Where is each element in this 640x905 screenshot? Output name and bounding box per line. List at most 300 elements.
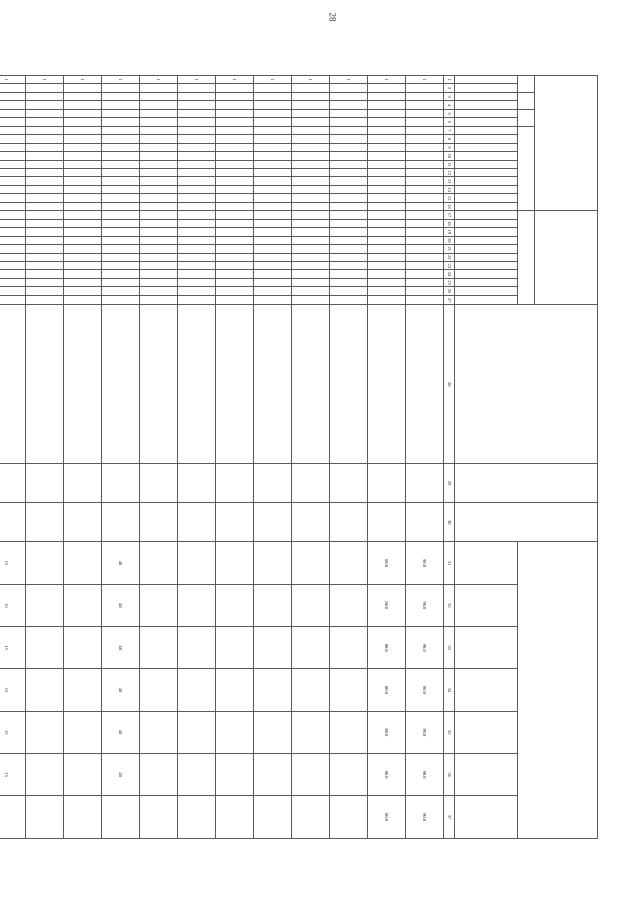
code-cell	[64, 177, 102, 185]
code-cell	[0, 278, 26, 286]
column-number: 7	[444, 126, 455, 134]
code-cell	[406, 185, 444, 193]
value-cell	[330, 542, 368, 584]
value-cell	[406, 503, 444, 542]
code-cell	[292, 245, 330, 253]
value-cell	[178, 464, 216, 503]
code-cell	[102, 177, 140, 185]
code-cell	[178, 261, 216, 269]
code-cell	[178, 84, 216, 92]
code-cell	[330, 253, 368, 261]
code-cell	[102, 236, 140, 244]
code-cell	[140, 278, 178, 286]
code-cell	[102, 101, 140, 109]
code-cell	[26, 135, 64, 143]
code-cell	[0, 160, 26, 168]
code-cell	[26, 92, 64, 100]
code-cell	[254, 236, 292, 244]
value-cell	[26, 669, 64, 711]
code-cell	[254, 228, 292, 236]
indicator-name-cell	[26, 305, 64, 464]
value-cell	[178, 796, 216, 839]
value-cell	[330, 503, 368, 542]
code-cell	[64, 118, 102, 126]
code-cell	[368, 261, 406, 269]
value-cell: 80.0	[368, 796, 406, 839]
budget-program-table	[0, 75, 598, 839]
code-cell	[140, 84, 178, 92]
value-cell	[178, 503, 216, 542]
indicator-name-cell	[406, 305, 444, 464]
value-cell	[292, 464, 330, 503]
code-cell	[216, 177, 254, 185]
table-row	[330, 76, 368, 839]
value-cell	[102, 464, 140, 503]
page-number: 28	[327, 12, 338, 22]
code-cell	[64, 126, 102, 134]
code-cell	[178, 194, 216, 202]
header-target-article	[518, 126, 535, 211]
value-cell	[140, 464, 178, 503]
rotated-table-container	[4, 75, 598, 839]
code-cell	[368, 84, 406, 92]
code-cell	[102, 194, 140, 202]
value-cell	[178, 753, 216, 795]
code-cell	[178, 143, 216, 151]
code-cell	[368, 236, 406, 244]
code-cell	[216, 92, 254, 100]
code-cell	[178, 270, 216, 278]
value-cell	[64, 464, 102, 503]
code-cell	[254, 109, 292, 117]
code-cell	[0, 118, 26, 126]
code-cell	[330, 143, 368, 151]
code-cell: 1	[406, 76, 444, 84]
code-cell	[368, 185, 406, 193]
code-cell	[330, 84, 368, 92]
code-cell	[26, 194, 64, 202]
code-cell	[330, 219, 368, 227]
header-analytical-subcodes	[518, 211, 535, 305]
code-cell	[178, 202, 216, 210]
code-cell	[178, 152, 216, 160]
code-cell	[140, 92, 178, 100]
code-cell	[0, 152, 26, 160]
code-cell	[254, 160, 292, 168]
header-subsection	[518, 109, 535, 126]
code-cell	[102, 135, 140, 143]
code-cell	[330, 261, 368, 269]
value-cell	[64, 753, 102, 795]
code-cell	[26, 270, 64, 278]
header-year-6	[455, 753, 518, 795]
column-number: 10	[444, 152, 455, 160]
code-cell	[64, 202, 102, 210]
code-cell	[178, 177, 216, 185]
column-number: 1	[444, 76, 455, 84]
code-cell	[26, 278, 64, 286]
value-cell	[216, 503, 254, 542]
value-cell	[140, 626, 178, 668]
code-cell	[178, 126, 216, 134]
code-cell	[292, 160, 330, 168]
column-number: 36	[444, 753, 455, 795]
code-cell	[254, 92, 292, 100]
indicator-name-cell	[178, 305, 216, 464]
column-number: 17	[444, 211, 455, 219]
header-base-year-value	[455, 503, 598, 542]
indicator-name-cell	[216, 305, 254, 464]
code-cell	[0, 185, 26, 193]
code-cell	[292, 270, 330, 278]
code-cell	[26, 202, 64, 210]
code-cell	[140, 126, 178, 134]
code-cell	[102, 109, 140, 117]
code-cell	[64, 109, 102, 117]
code-cell: 1	[254, 76, 292, 84]
column-number: 2	[444, 84, 455, 92]
column-number: 27	[444, 295, 455, 305]
indicator-name-cell	[0, 305, 26, 464]
code-cell	[406, 202, 444, 210]
header-additional-analytical-code	[535, 211, 598, 305]
code-cell	[330, 118, 368, 126]
code-cell	[26, 236, 64, 244]
code-cell	[216, 101, 254, 109]
code-cell	[64, 92, 102, 100]
value-cell: 15	[0, 542, 26, 584]
value-cell	[254, 584, 292, 626]
code-cell	[0, 101, 26, 109]
code-cell	[330, 202, 368, 210]
value-cell: 90.0	[406, 626, 444, 668]
code-cell	[140, 101, 178, 109]
code-cell	[64, 160, 102, 168]
code-cell	[368, 168, 406, 176]
code-cell: 1	[330, 76, 368, 84]
table-row	[216, 76, 254, 839]
code-cell	[368, 211, 406, 219]
table-row	[178, 76, 216, 839]
code-cell	[254, 287, 292, 295]
code-cell	[406, 160, 444, 168]
code-cell	[0, 211, 26, 219]
code-cell	[292, 236, 330, 244]
code-cell	[292, 143, 330, 151]
column-number: 14	[444, 185, 455, 193]
code-cell	[368, 92, 406, 100]
column-number: 6	[444, 118, 455, 126]
value-cell	[216, 464, 254, 503]
code-cell	[254, 84, 292, 92]
column-number: 12	[444, 168, 455, 176]
code-cell	[140, 143, 178, 151]
code-cell	[102, 270, 140, 278]
code-cell	[292, 84, 330, 92]
code-cell	[330, 245, 368, 253]
code-cell	[64, 253, 102, 261]
code-cell	[406, 126, 444, 134]
code-cell	[406, 278, 444, 286]
code-cell	[178, 211, 216, 219]
table-row	[368, 76, 406, 839]
code-cell	[368, 135, 406, 143]
value-cell	[330, 796, 368, 839]
table-row	[292, 76, 330, 839]
code-cell	[64, 84, 102, 92]
column-number: 29	[444, 464, 455, 503]
value-cell	[26, 464, 64, 503]
code-cell	[64, 261, 102, 269]
header-program-name	[455, 305, 598, 464]
table-row	[406, 76, 444, 839]
code-cell	[406, 253, 444, 261]
code-cell	[26, 143, 64, 151]
code-cell	[254, 152, 292, 160]
column-number: 23	[444, 261, 455, 269]
code-cell	[102, 295, 140, 305]
code-cell	[216, 160, 254, 168]
code-cell	[292, 287, 330, 295]
code-cell	[64, 295, 102, 305]
code-cell	[368, 118, 406, 126]
code-cell	[64, 168, 102, 176]
header-final-value	[455, 796, 518, 839]
code-cell	[330, 177, 368, 185]
header-year-5	[455, 711, 518, 753]
code-cell	[0, 236, 26, 244]
code-cell	[140, 168, 178, 176]
code-cell	[216, 287, 254, 295]
code-cell	[406, 236, 444, 244]
indicator-name-cell	[292, 305, 330, 464]
indicator-name-cell	[368, 305, 406, 464]
code-cell	[292, 194, 330, 202]
code-cell	[26, 228, 64, 236]
code-cell	[254, 202, 292, 210]
code-cell	[216, 109, 254, 117]
code-cell	[64, 152, 102, 160]
code-cell	[254, 126, 292, 134]
value-cell: 48	[102, 584, 140, 626]
header-year-1	[455, 542, 518, 584]
value-cell: 90.0	[406, 669, 444, 711]
code-cell	[0, 168, 26, 176]
code-cell	[0, 92, 26, 100]
code-cell	[368, 287, 406, 295]
code-cell	[102, 278, 140, 286]
value-cell: 15	[0, 753, 26, 795]
code-cell	[140, 219, 178, 227]
code-cell	[292, 109, 330, 117]
code-cell	[64, 236, 102, 244]
value-cell	[64, 711, 102, 753]
code-cell	[254, 245, 292, 253]
code-cell	[178, 219, 216, 227]
code-cell	[0, 245, 26, 253]
code-cell	[64, 278, 102, 286]
code-cell	[330, 92, 368, 100]
value-cell	[64, 796, 102, 839]
code-cell	[292, 202, 330, 210]
code-cell	[406, 135, 444, 143]
code-cell	[330, 278, 368, 286]
column-number: 26	[444, 287, 455, 295]
code-cell	[406, 143, 444, 151]
code-cell	[216, 152, 254, 160]
code-cell	[216, 84, 254, 92]
code-cell	[330, 135, 368, 143]
column-number: 13	[444, 177, 455, 185]
code-cell	[26, 84, 64, 92]
code-cell	[254, 143, 292, 151]
code-cell	[254, 135, 292, 143]
value-cell: 48	[102, 542, 140, 584]
value-cell	[216, 542, 254, 584]
column-number: 22	[444, 253, 455, 261]
value-cell	[330, 753, 368, 795]
header-budget-classification	[535, 76, 598, 211]
code-cell	[406, 245, 444, 253]
code-cell	[406, 168, 444, 176]
code-cell	[292, 219, 330, 227]
code-cell	[140, 202, 178, 210]
value-cell	[140, 796, 178, 839]
code-cell	[0, 202, 26, 210]
code-cell	[26, 126, 64, 134]
code-cell	[292, 152, 330, 160]
code-cell	[216, 278, 254, 286]
code-cell	[64, 228, 102, 236]
code-cell	[216, 295, 254, 305]
value-cell	[216, 669, 254, 711]
value-cell	[330, 711, 368, 753]
value-cell	[64, 542, 102, 584]
value-cell	[330, 626, 368, 668]
value-cell	[330, 669, 368, 711]
code-cell	[0, 143, 26, 151]
indicator-name-cell	[140, 305, 178, 464]
code-cell	[140, 185, 178, 193]
code-cell	[64, 287, 102, 295]
value-cell	[26, 753, 64, 795]
column-number: 5	[444, 109, 455, 117]
column-number: 21	[444, 245, 455, 253]
code-cell	[102, 92, 140, 100]
code-cell	[64, 270, 102, 278]
code-cell	[64, 143, 102, 151]
header-year-2	[455, 584, 518, 626]
code-cell	[26, 287, 64, 295]
value-cell	[178, 626, 216, 668]
code-cell: 1	[292, 76, 330, 84]
code-cell	[292, 253, 330, 261]
code-cell	[0, 109, 26, 117]
code-cell	[64, 135, 102, 143]
code-cell	[140, 295, 178, 305]
code-cell	[368, 295, 406, 305]
code-cell	[26, 177, 64, 185]
code-cell	[216, 228, 254, 236]
code-cell	[330, 101, 368, 109]
code-cell	[26, 118, 64, 126]
value-cell	[368, 464, 406, 503]
code-cell	[26, 245, 64, 253]
code-cell	[406, 270, 444, 278]
value-cell	[26, 711, 64, 753]
code-cell	[140, 253, 178, 261]
code-cell	[368, 101, 406, 109]
code-cell	[102, 118, 140, 126]
value-cell	[64, 503, 102, 542]
value-cell	[292, 626, 330, 668]
code-cell	[64, 194, 102, 202]
value-cell	[216, 584, 254, 626]
header-unit-of-measure	[455, 464, 598, 503]
indicator-name-cell	[64, 305, 102, 464]
column-number: 11	[444, 160, 455, 168]
code-cell	[406, 287, 444, 295]
code-cell	[368, 194, 406, 202]
code-cell	[292, 278, 330, 286]
code-cell	[102, 219, 140, 227]
code-cell	[216, 270, 254, 278]
code-cell	[368, 253, 406, 261]
code-cell	[140, 270, 178, 278]
code-cell	[330, 228, 368, 236]
value-cell	[140, 542, 178, 584]
code-cell	[216, 261, 254, 269]
value-cell: 80.0	[368, 669, 406, 711]
code-cell	[330, 168, 368, 176]
value-cell: 90.0	[406, 584, 444, 626]
column-number: 15	[444, 194, 455, 202]
code-cell	[102, 168, 140, 176]
column-number: 19	[444, 228, 455, 236]
code-cell	[64, 101, 102, 109]
value-cell: 90.0	[406, 711, 444, 753]
code-cell	[64, 219, 102, 227]
value-cell: 15	[0, 669, 26, 711]
value-cell	[102, 796, 140, 839]
code-cell	[368, 202, 406, 210]
code-cell	[368, 152, 406, 160]
code-cell	[178, 278, 216, 286]
value-cell	[330, 464, 368, 503]
code-cell	[0, 295, 26, 305]
value-cell: 15	[0, 626, 26, 668]
code-cell	[216, 168, 254, 176]
value-cell	[0, 503, 26, 542]
code-cell	[330, 160, 368, 168]
code-cell	[26, 211, 64, 219]
code-cell	[406, 84, 444, 92]
table-body	[0, 76, 444, 839]
value-cell: 15	[0, 711, 26, 753]
code-cell	[64, 245, 102, 253]
code-cell	[140, 152, 178, 160]
value-cell: 90.0	[406, 796, 444, 839]
code-cell	[0, 253, 26, 261]
value-cell: 15	[0, 584, 26, 626]
code-cell	[292, 126, 330, 134]
code-cell	[216, 185, 254, 193]
column-number: 28	[444, 305, 455, 464]
header-row-top	[535, 76, 598, 839]
code-cell	[140, 177, 178, 185]
code-cell	[0, 261, 26, 269]
code-cell	[26, 152, 64, 160]
